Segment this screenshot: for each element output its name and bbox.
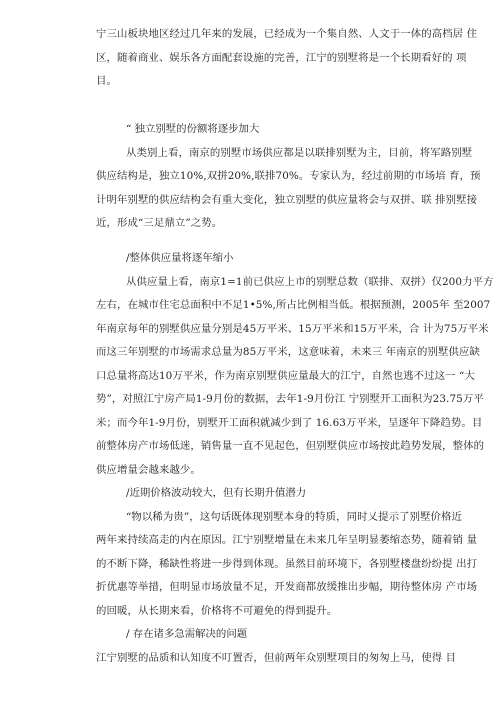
text-line: 从供应量上看，南京1=1前已供应上市的别墅总数（联排、双拼）仅200力平方	[126, 275, 494, 288]
text-line: 宁三山板块地区经过几年来的发展，已经成为一个集自然、人文于一体的高档居 住	[96, 28, 478, 40]
section-heading: /整体供应量将逐年缩小	[126, 252, 234, 264]
text-line: 折优惠等举措，但明显市场放量不足，开发商都放缓推出步幅，期待整体房 产市场	[96, 581, 478, 593]
section-problems	[96, 623, 457, 670]
text-line: 近，形成“三足鼎立”之势。	[96, 217, 223, 229]
text-line: 的不断下降，稀缺性将进一步得到体现。虽然目前环境下，各别墅楼盘纷纷提 出打	[96, 557, 478, 570]
text-line: 区，随着商业、娱乐各方面配套设施的完善，江宁的别墅将是一个长期看好的 项	[96, 51, 467, 64]
text-line: 目。	[96, 75, 117, 87]
text-line: 计明年别墅的供应结构会有重大变化，独立别墅的供应量将会与双拼、联 排别墅接	[96, 193, 478, 206]
section-independent-villa	[96, 118, 481, 236]
intro-paragraph	[96, 23, 478, 94]
text-line: 势”，对照江宁房产局1-9月份的数据，去年1-9月份江 宁别墅开工面积为23.75万平	[96, 393, 484, 405]
text-line: 从类别上看，南京的别墅市场供应都是以联排别墅为主，目前，将军路别墅	[126, 146, 473, 159]
text-line: 左右，在城市住宅总面积中不足1•5%,所占比例相当低。根据预测，2005年 至2007	[96, 299, 491, 311]
text-line: 前整体房产市场低迷，销售量一直不见起色，但别墅供应市场按此趋势发展，整体的	[96, 440, 485, 452]
section-supply-shrinking	[96, 247, 494, 482]
text-line: 的回暖，从长期来看，价格将不可避免的得到提升。	[96, 604, 338, 617]
text-line: 而这三年别墅的市场需求总量为85万平米，这意味着，未来三 年南京的别墅供应缺	[96, 346, 480, 358]
section-heading: / 存在诸多急需解决的问题	[126, 628, 248, 640]
section-price-fluctuation	[96, 482, 478, 623]
text-line: “物以稀为贵”，这句话既体现别墅本身的特质，同时乂提示了别墅价格近	[126, 510, 463, 523]
text-line: 供应增量会越来越少。	[96, 463, 201, 476]
section-heading: /近期价格波动较大，但有长期升值潜力	[126, 487, 307, 499]
section-heading: “ 独立别墅的份额将逐步加大	[126, 123, 260, 135]
text-line: 两年来持续高走的内在原因。江宁别墅增量在未来几年呈明显萎缩态势，随着销 量	[96, 534, 478, 546]
text-line: 江宁别墅的品质和认知度不叮置否，但前两年众别墅项目的匆匆上马，使得 目	[96, 651, 457, 664]
text-line: 供应结构是，独立10%,双拼20%,联排70%。专家认为，经过前期的市场培 育，预	[96, 170, 481, 182]
text-line: 口总量将高达10万平米，作为南京别墅供应量最大的江宁，自然也逃不过这一 “大	[96, 369, 475, 382]
text-line: 年南京每年的别墅供应量分别是45万平米、15万平米和15万平米，合 计为75万平米	[96, 322, 489, 335]
text-line: 米；而今年1-9月份，别墅开工面积就减少到了 16.63万平米，呈逐年下降趋势。目	[96, 416, 483, 429]
